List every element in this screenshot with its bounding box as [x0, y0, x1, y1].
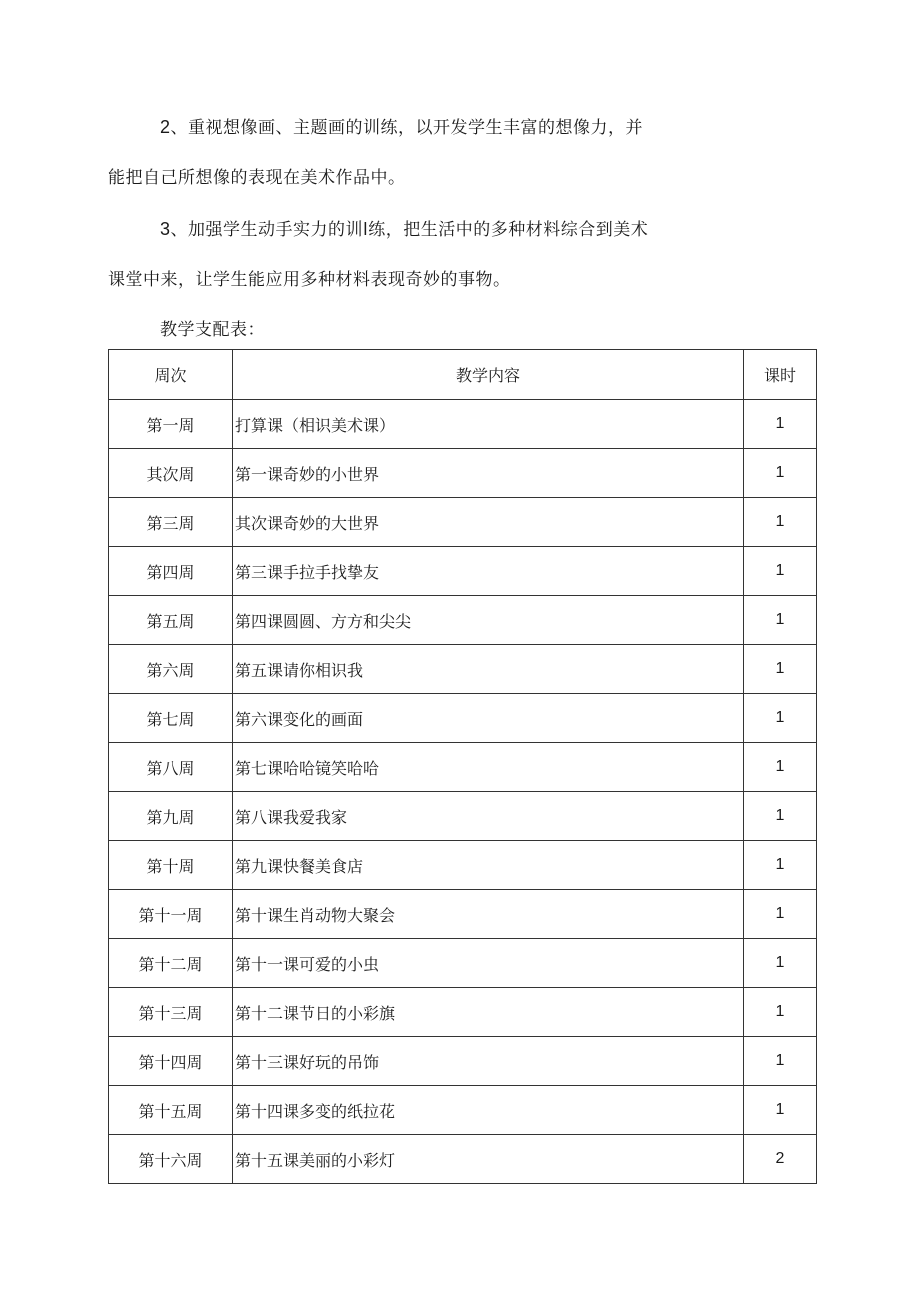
hours-cell: 1: [744, 743, 817, 792]
paragraph-3-line-1: [160, 217, 648, 242]
hours-cell: 1: [744, 841, 817, 890]
week-cell: 第十周: [109, 841, 233, 890]
content-cell: 打算课（相识美术课）: [233, 400, 744, 449]
hours-cell: 1: [744, 498, 817, 547]
week-cell: 第十五周: [109, 1086, 233, 1135]
hours-cell: 1: [744, 1086, 817, 1135]
hours-cell: 1: [744, 449, 817, 498]
table-row: [109, 1037, 817, 1086]
table-row: [109, 498, 817, 547]
week-cell: 第十二周: [109, 939, 233, 988]
header-content: 教学内容: [233, 350, 744, 400]
hours-cell: 1: [744, 547, 817, 596]
week-cell: 第六周: [109, 645, 233, 694]
table-row: [109, 547, 817, 596]
table-row: [109, 400, 817, 449]
table-header-row: [109, 350, 817, 400]
content-cell: 第十课生肖动物大聚会: [233, 890, 744, 939]
hours-cell: 1: [744, 939, 817, 988]
hours-cell: 1: [744, 400, 817, 449]
week-cell: 第十六周: [109, 1135, 233, 1184]
content-cell: 其次课奇妙的大世界: [233, 498, 744, 547]
table-row: [109, 939, 817, 988]
content-cell: 第八课我爱我家: [233, 792, 744, 841]
paragraph-3-text: 、加强学生动手实力的训l练，把生活中的多种材料综合到美术: [170, 220, 649, 240]
hours-cell: 1: [744, 792, 817, 841]
week-cell: 第十三周: [109, 988, 233, 1037]
hours-cell: 1: [744, 988, 817, 1037]
week-cell: 第一周: [109, 400, 233, 449]
table-row: [109, 449, 817, 498]
paragraph-3-number: 3: [160, 219, 171, 239]
hours-cell: 1: [744, 890, 817, 939]
table-row: [109, 1086, 817, 1135]
paragraph-2-line-2: 能把自己所想像的表现在美术作品中。: [108, 168, 406, 188]
table-title: 教学支配表：: [160, 320, 265, 340]
paragraph-2-line-1: [160, 115, 643, 140]
table-row: [109, 792, 817, 841]
teaching-schedule-table: [108, 349, 817, 1184]
content-cell: 第一课奇妙的小世界: [233, 449, 744, 498]
header-week: 周次: [109, 350, 233, 400]
week-cell: 第四周: [109, 547, 233, 596]
content-cell: 第十五课美丽的小彩灯: [233, 1135, 744, 1184]
week-cell: 第十四周: [109, 1037, 233, 1086]
content-cell: 第十三课好玩的吊饰: [233, 1037, 744, 1086]
table-row: [109, 694, 817, 743]
week-cell: 第十一周: [109, 890, 233, 939]
week-cell: 第七周: [109, 694, 233, 743]
table-row: [109, 1135, 817, 1184]
paragraph-2-text: 、重视想像画、主题画的训练，以开发学生丰富的想像力，并: [170, 118, 644, 138]
hours-cell: 2: [744, 1135, 817, 1184]
content-cell: 第九课快餐美食店: [233, 841, 744, 890]
content-cell: 第五课请你相识我: [233, 645, 744, 694]
hours-cell: 1: [744, 645, 817, 694]
content-cell: 第七课哈哈镜笑哈哈: [233, 743, 744, 792]
paragraph-2-number: 2: [160, 117, 171, 137]
week-cell: 第五周: [109, 596, 233, 645]
week-cell: 第九周: [109, 792, 233, 841]
table-row: [109, 890, 817, 939]
content-cell: 第四课圆圆、方方和尖尖: [233, 596, 744, 645]
content-cell: 第三课手拉手找挚友: [233, 547, 744, 596]
content-cell: 第十二课节日的小彩旗: [233, 988, 744, 1037]
table-row: [109, 841, 817, 890]
table-body: [109, 400, 817, 1184]
hours-cell: 1: [744, 596, 817, 645]
content-cell: 第六课变化的画面: [233, 694, 744, 743]
paragraph-3-line-2: 课堂中来，让学生能应用多种材料表现奇妙的事物。: [108, 270, 511, 290]
week-cell: 其次周: [109, 449, 233, 498]
content-cell: 第十一课可爱的小虫: [233, 939, 744, 988]
table-row: [109, 988, 817, 1037]
header-hours: 课时: [744, 350, 817, 400]
week-cell: 第八周: [109, 743, 233, 792]
table-row: [109, 645, 817, 694]
week-cell: 第三周: [109, 498, 233, 547]
hours-cell: 1: [744, 1037, 817, 1086]
hours-cell: 1: [744, 694, 817, 743]
table-row: [109, 743, 817, 792]
content-cell: 第十四课多变的纸拉花: [233, 1086, 744, 1135]
table-row: [109, 596, 817, 645]
